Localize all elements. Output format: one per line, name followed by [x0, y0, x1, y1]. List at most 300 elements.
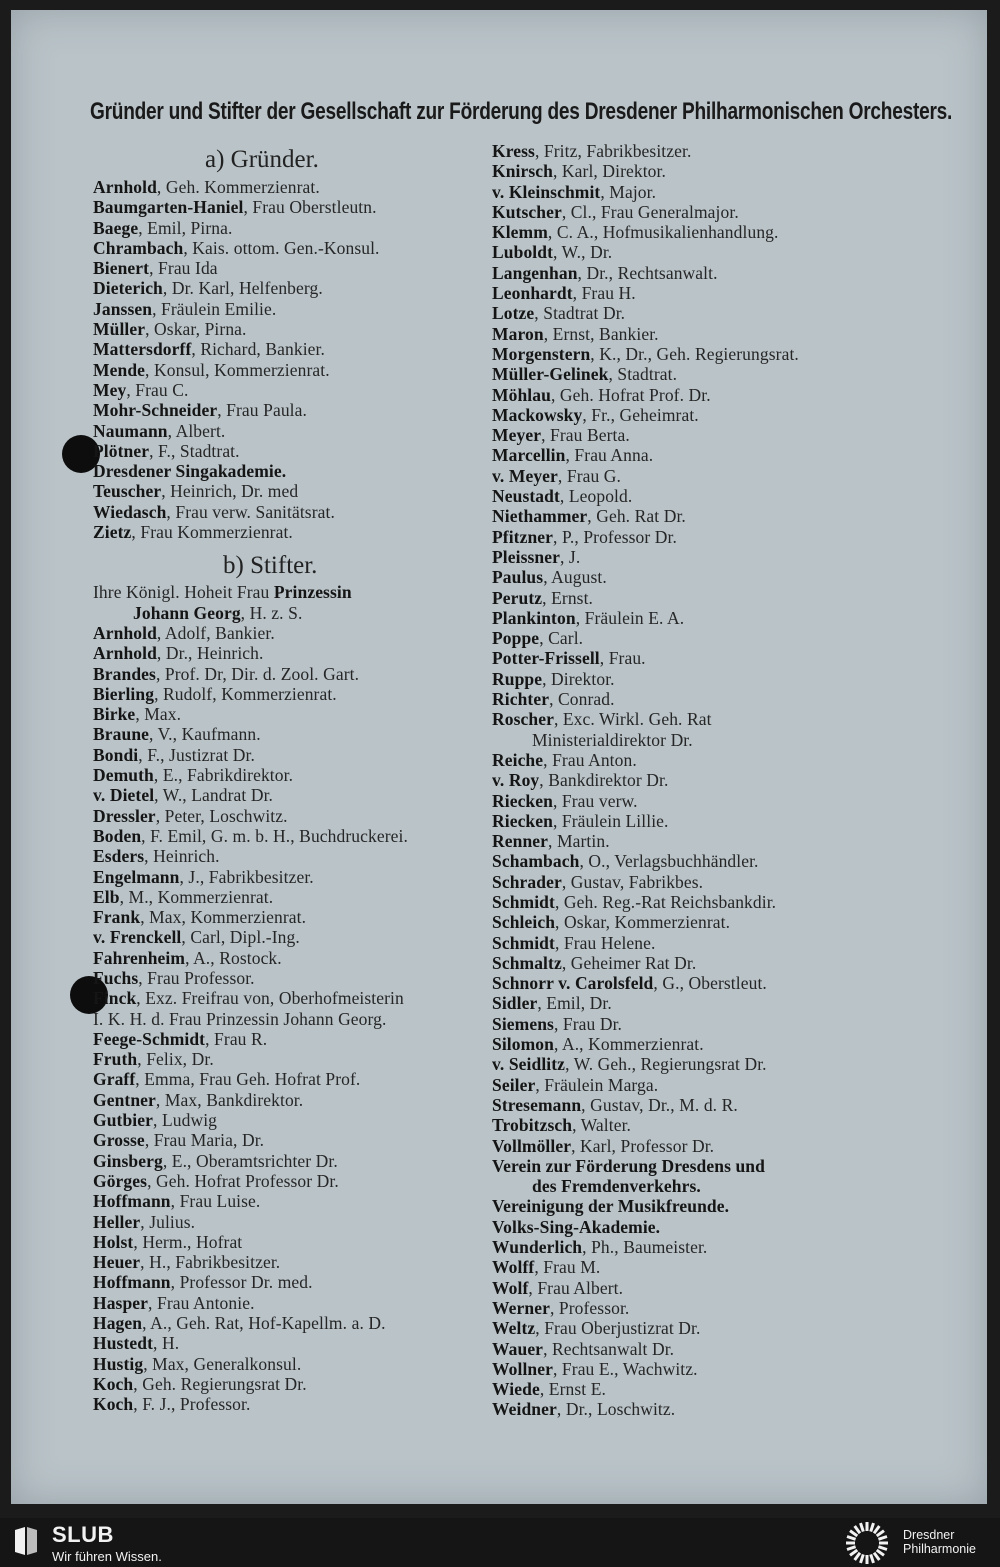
list-item — [492, 872, 892, 892]
entry-name: Fahrenheim — [93, 947, 186, 968]
entry-description: , W., Dr. — [553, 242, 613, 263]
entry-description: , Frau Luise. — [170, 1191, 261, 1212]
entry-description: , E., Oberamtsrichter Dr. — [162, 1150, 338, 1171]
list-item — [93, 278, 483, 298]
slub-claim: Wir führen Wissen. — [52, 1549, 162, 1564]
entry-continuation: Ministerialdirektor Dr. — [532, 729, 693, 750]
entry-name: v. Kleinschmit — [492, 181, 601, 202]
list-item — [93, 1110, 483, 1130]
list-item — [492, 466, 892, 486]
entry-name: Müller-Gelinek — [492, 364, 609, 385]
entry-name: Johann Georg — [133, 602, 241, 623]
list-item — [492, 425, 892, 445]
entry-name: Naumann — [93, 420, 168, 441]
entry-name: Schleich — [492, 912, 556, 933]
entry-name: Braune — [93, 724, 150, 745]
entry-name: Kress — [492, 141, 535, 161]
entry-description: , Dr. Karl, Helfenberg. — [162, 278, 323, 299]
entry-description: , Fräulein Emilie. — [152, 298, 277, 319]
entry-name: Prinzessin — [273, 582, 352, 603]
entry-name: Engelmann — [93, 866, 180, 887]
list-item — [492, 161, 892, 181]
entry-name: Hustig — [93, 1353, 144, 1374]
entry-description: I. K. H. d. Frau Prinzessin Johann Georg. — [93, 1008, 387, 1029]
entry-description: , Karl, Direktor. — [552, 161, 666, 182]
list-item — [492, 1217, 892, 1237]
entry-description: , Exc. Wirkl. Geh. Rat — [553, 709, 712, 730]
entry-name: Mattersdorff — [93, 339, 192, 360]
entry-description: , Conrad. — [549, 689, 615, 710]
entry-description: , A., Geh. Rat, Hof-Kapellm. a. D. — [142, 1313, 386, 1334]
list-item — [93, 907, 483, 927]
list-item — [492, 1257, 892, 1277]
entry-name: Hoffmann — [93, 1191, 171, 1212]
list-item — [492, 1318, 892, 1338]
entry-description: , Frau verw. Sanitätsrat. — [166, 501, 335, 522]
entry-name: Wollner — [492, 1358, 553, 1379]
entry-description: , Herm., Hofrat — [133, 1231, 243, 1252]
list-item — [93, 623, 483, 643]
slub-logo-icon — [13, 1526, 39, 1556]
entry-name: Wauer — [492, 1338, 544, 1359]
list-item — [492, 1379, 892, 1399]
list-item — [93, 177, 483, 197]
entry-description: , Frau G. — [557, 465, 622, 486]
entry-name: Morgenstern — [492, 343, 591, 364]
entry-description: , Felix, Dr. — [137, 1049, 214, 1070]
list-item — [93, 502, 483, 522]
logo-ray — [850, 1550, 857, 1555]
entry-name: v. Frenckell — [93, 927, 182, 948]
entry-name: Schambach — [492, 851, 580, 872]
entry-description: , Oskar, Kommerzienrat. — [555, 912, 731, 933]
entry-name: Dressler — [93, 805, 156, 826]
entry-name: Mackowsky — [492, 404, 583, 425]
entry-name: Heuer — [93, 1252, 141, 1273]
entry-name: Schnorr v. Carolsfeld — [492, 973, 654, 994]
entry-description: , Frau Berta. — [541, 425, 630, 446]
entry-description: , Prof. Dr, Dir. d. Zool. Gart. — [155, 663, 360, 684]
entry-name: Boden — [93, 825, 142, 846]
entry-description: , Geh. Reg.-Rat Reichsbankdir. — [554, 891, 777, 912]
entry-name: Mende — [93, 359, 146, 380]
list-item — [93, 339, 483, 359]
entry-description: , Geh. Rat Dr. — [587, 506, 686, 527]
entry-name: Riecken — [492, 810, 553, 831]
list-item — [492, 527, 892, 547]
entry-description: , Rechtsanwalt Dr. — [543, 1338, 675, 1359]
entry-name: Teuscher — [93, 481, 162, 502]
entry-name: Chrambach — [93, 237, 184, 258]
entry-name: Vollmöller — [492, 1135, 572, 1156]
entry-description: , Frau R. — [205, 1028, 268, 1049]
entry-name: Knirsch — [492, 161, 553, 182]
list-item — [93, 1151, 483, 1171]
entry-name: Koch — [93, 1373, 134, 1394]
entry-name: Fruth — [93, 1049, 138, 1070]
entry-name: Volks-Sing-Akademie. — [492, 1216, 661, 1237]
entry-name: Birke — [93, 704, 136, 725]
entry-description: , Oskar, Pirna. — [145, 319, 247, 340]
entry-description: , G., Oberstleut. — [653, 973, 767, 994]
entry-name: Baumgarten-Haniel — [93, 197, 244, 218]
entry-continuation: des Fremdenverkehrs. — [532, 1176, 701, 1197]
entry-name: Niethammer — [492, 506, 588, 527]
list-item — [492, 851, 892, 871]
entry-name: Wiede — [492, 1379, 540, 1400]
entry-name: Luboldt — [492, 242, 554, 263]
philharmonie-logo-icon — [840, 1520, 894, 1566]
entry-name: Bierling — [93, 683, 155, 704]
entry-name: Vereinigung der Musikfreunde. — [492, 1196, 730, 1217]
entry-name: v. Roy — [492, 770, 540, 791]
list-item — [93, 1354, 483, 1374]
list-item — [492, 486, 892, 506]
list-item — [93, 988, 483, 1008]
entry-name: Maron — [492, 323, 544, 344]
entry-description: , Max, Kommerzienrat. — [140, 907, 307, 928]
entry-description: , Frau Professor. — [138, 967, 255, 988]
list-item — [93, 1009, 483, 1029]
entry-name: Plötner — [93, 440, 150, 461]
list-item — [93, 826, 483, 846]
entry-description: , V., Kaufmann. — [149, 724, 261, 745]
list-item — [492, 405, 892, 425]
entry-name: Möhlau — [492, 384, 551, 405]
list-item — [93, 400, 483, 420]
stifter-list-right — [492, 141, 892, 1420]
entry-name: Roscher — [492, 709, 554, 730]
list-item — [492, 628, 892, 648]
entry-name: v. Seidlitz — [492, 1054, 566, 1075]
list-item — [93, 867, 483, 887]
entry-name: Leonhardt — [492, 283, 573, 304]
entry-description: , Leopold. — [559, 486, 633, 507]
stifter-list-left — [93, 582, 483, 1414]
entry-description: , Fräulein Lillie. — [552, 810, 669, 831]
entry-description: , Fr., Geheimrat. — [582, 404, 699, 425]
entry-name: Bienert — [93, 258, 150, 279]
entry-description: , Frau Albert. — [528, 1277, 624, 1298]
entry-description: , Ernst. — [542, 587, 594, 608]
list-item — [492, 1399, 892, 1419]
entry-description: , Stadtrat. — [608, 364, 678, 385]
entry-description: , Frau Anna. — [565, 445, 654, 466]
entry-name: Mohr-Schneider — [93, 400, 218, 421]
right-column — [492, 141, 892, 1420]
entry-name: Silomon — [492, 1034, 554, 1055]
entry-description: , Fräulein Marga. — [535, 1074, 659, 1095]
entry-description: , Martin. — [548, 831, 610, 852]
entry-description: , Geh. Hofrat Prof. Dr. — [550, 384, 711, 405]
slub-name: SLUB — [52, 1522, 114, 1547]
entry-name: Brandes — [93, 663, 156, 684]
entry-description: , Ernst, Bankier. — [543, 323, 659, 344]
entry-description: , W. Geh., Regierungsrat Dr. — [565, 1054, 767, 1075]
list-item — [492, 1359, 892, 1379]
entry-name: Riecken — [492, 790, 553, 811]
list-item — [93, 684, 483, 704]
list-item — [492, 1298, 892, 1318]
entry-description: , H., Fabrikbesitzer. — [140, 1252, 281, 1273]
entry-description: , Cl., Frau Generalmajor. — [561, 201, 739, 222]
entry-name: Poppe — [492, 628, 540, 649]
list-item — [93, 481, 483, 501]
entry-name: Gentner — [93, 1089, 156, 1110]
entry-name: Schmidt — [492, 891, 555, 912]
partner-name-line2: Philharmonie — [903, 1542, 976, 1556]
entry-name: Graff — [93, 1069, 136, 1090]
entry-description: , J. — [559, 546, 581, 567]
entry-description: , Richard, Bankier. — [191, 339, 325, 360]
entry-description: , Julius. — [140, 1211, 196, 1232]
list-item — [492, 1237, 892, 1257]
entry-name: Neustadt — [492, 486, 560, 507]
entry-name: Marcellin — [492, 445, 566, 466]
entry-description: , Max, Generalkonsul. — [143, 1353, 302, 1374]
entry-description: , Heinrich. — [144, 846, 220, 867]
entry-description: , Peter, Loschwitz. — [155, 805, 288, 826]
list-item — [93, 1374, 483, 1394]
list-item — [492, 1115, 892, 1135]
entry-name: Potter-Frissell — [492, 648, 600, 669]
list-item — [93, 1252, 483, 1272]
list-item — [93, 1029, 483, 1049]
list-item — [492, 242, 892, 262]
entry-name: Demuth — [93, 765, 154, 786]
entry-description: , Fräulein E. A. — [575, 607, 685, 628]
entry-name: Wolff — [492, 1257, 535, 1278]
entry-description: , Exz. Freifrau von, Oberhofmeisterin — [136, 988, 404, 1009]
list-item — [492, 567, 892, 587]
entry-description: , Ludwig — [153, 1110, 218, 1131]
entry-description: , Dr., Loschwitz. — [556, 1399, 676, 1420]
list-item — [492, 709, 892, 750]
entry-name: Mey — [93, 379, 127, 400]
entry-name: Renner — [492, 831, 549, 852]
page-title: Gründer und Stifter der Gesellschaft zur Förderung des Dresdener Philharmonischen Orchesters. — [90, 98, 953, 125]
list-item — [93, 664, 483, 684]
entry-description: , August. — [543, 567, 607, 588]
list-item — [492, 831, 892, 851]
entry-name: Baege — [93, 217, 139, 238]
entry-description: , A., Kommerzienrat. — [553, 1034, 704, 1055]
partner-name — [903, 1528, 976, 1556]
entry-name: Siemens — [492, 1013, 554, 1034]
entry-description: , H. — [153, 1333, 180, 1354]
entry-description: , Bankdirektor Dr. — [539, 770, 669, 791]
entry-description: , F. Emil, G. m. b. H., Buchdruckerei. — [141, 825, 408, 846]
entry-description: , Geh. Regierungsrat Dr. — [133, 1373, 307, 1394]
entry-description: , Professor. — [549, 1297, 630, 1318]
list-item — [492, 506, 892, 526]
entry-description: , Frau verw. — [552, 790, 638, 811]
list-item — [492, 1339, 892, 1359]
list-item — [93, 197, 483, 217]
entry-name: Wunderlich — [492, 1237, 583, 1258]
entry-description: , Geheimer Rat Dr. — [561, 952, 697, 973]
entry-description: , O., Verlagsbuchhändler. — [579, 851, 759, 872]
entry-name: Schmaltz — [492, 952, 562, 973]
entry-description: , Emma, Frau Geh. Hofrat Prof. — [135, 1069, 361, 1090]
list-item — [93, 948, 483, 968]
entry-name: Hustedt — [93, 1333, 154, 1354]
list-item — [93, 1272, 483, 1292]
entry-name: Dieterich — [93, 278, 163, 299]
entry-name: Schrader — [492, 871, 562, 892]
entry-description: , Max. — [135, 704, 182, 725]
entry-description: , Dr., Rechtsanwalt. — [577, 262, 718, 283]
list-item — [492, 303, 892, 323]
list-item — [492, 1034, 892, 1054]
logo-ray — [874, 1526, 879, 1533]
logo-ray — [878, 1537, 887, 1540]
list-item — [492, 1075, 892, 1095]
entry-name: Weidner — [492, 1399, 557, 1420]
entry-name: Verein zur Förderung Dresdens und — [492, 1155, 765, 1176]
entry-name: Hagen — [93, 1313, 143, 1334]
list-item — [93, 1293, 483, 1313]
list-item — [492, 588, 892, 608]
list-item — [492, 648, 892, 668]
list-item — [492, 811, 892, 831]
entry-name: Grosse — [93, 1130, 145, 1151]
logo-ray — [871, 1523, 874, 1532]
entry-description: , Adolf, Bankier. — [156, 622, 275, 643]
entry-name: Arnhold — [93, 622, 157, 643]
entry-description: , Walter. — [572, 1115, 632, 1136]
logo-ray — [861, 1523, 864, 1532]
list-item — [492, 912, 892, 932]
list-item — [93, 724, 483, 744]
list-item — [93, 360, 483, 380]
list-item — [93, 1191, 483, 1211]
list-item — [93, 1130, 483, 1150]
entry-name: Plankinton — [492, 607, 576, 628]
list-item — [492, 1054, 892, 1074]
list-item — [93, 238, 483, 258]
list-item — [93, 968, 483, 988]
entry-description: , Carl. — [539, 628, 584, 649]
entry-name: Müller — [93, 319, 146, 340]
list-item — [93, 745, 483, 765]
entry-name: Paulus — [492, 567, 544, 588]
entry-name: Trobitzsch — [492, 1115, 573, 1136]
list-item — [492, 791, 892, 811]
logo-ray — [878, 1547, 887, 1550]
list-item — [93, 1049, 483, 1069]
entry-name: Janssen — [93, 298, 153, 319]
list-item — [492, 1136, 892, 1156]
entry-name: Bondi — [93, 744, 139, 765]
entry-description: , Major. — [600, 181, 657, 202]
entry-name: Reiche — [492, 749, 544, 770]
gruender-list — [93, 177, 483, 542]
entry-description: , P., Professor Dr. — [553, 526, 677, 547]
entry-description: , Frau Maria, Dr. — [144, 1130, 265, 1151]
list-item — [93, 1394, 483, 1414]
list-item — [93, 380, 483, 400]
entry-name: Kutscher — [492, 201, 562, 222]
entry-name: Stresemann — [492, 1094, 582, 1115]
list-item — [492, 993, 892, 1013]
entry-description: , Frau Ida — [149, 258, 218, 279]
entry-description: , Direktor. — [542, 668, 615, 689]
list-item — [492, 933, 892, 953]
entry-description: , Ernst E. — [539, 1379, 606, 1400]
entry-description: , Max, Bankdirektor. — [155, 1089, 304, 1110]
list-item — [93, 258, 483, 278]
list-item — [93, 704, 483, 724]
entry-name: Sidler — [492, 993, 538, 1014]
entry-name: Ruppe — [492, 668, 543, 689]
entry-description: , Frau Antonie. — [148, 1292, 255, 1313]
logo-ray — [847, 1537, 856, 1540]
entry-description: , Frau Helene. — [554, 932, 656, 953]
entry-description: , Konsul, Kommerzienrat. — [145, 359, 330, 380]
logo-ray — [847, 1547, 856, 1550]
entry-description: , Emil, Pirna. — [138, 217, 233, 238]
entry-description: , Frau Dr. — [553, 1013, 623, 1034]
list-item — [492, 222, 892, 242]
entry-description: , Karl, Professor Dr. — [571, 1135, 715, 1156]
entry-name: v. Meyer — [492, 465, 558, 486]
entry-prefix: Ihre Königl. Hoheit Frau — [93, 582, 274, 603]
list-item — [93, 218, 483, 238]
section-heading-gruender: a) Gründer. — [205, 146, 319, 173]
entry-name: Meyer — [492, 425, 542, 446]
entry-name: Schmidt — [492, 932, 555, 953]
left-column — [93, 146, 483, 1415]
list-item — [492, 445, 892, 465]
list-item — [93, 421, 483, 441]
entry-name: Wiedasch — [93, 501, 167, 522]
entry-name: Langenhan — [492, 262, 578, 283]
entry-description: , Heinrich, Dr. med — [161, 481, 299, 502]
list-item — [93, 1313, 483, 1333]
entry-description: , Albert. — [167, 420, 226, 441]
entry-name: v. Dietel — [93, 785, 155, 806]
entry-description: , Gustav, Fabrikbes. — [561, 871, 704, 892]
entry-name: Ginsberg — [93, 1150, 163, 1171]
entry-name: Hasper — [93, 1292, 149, 1313]
entry-name: Finck — [93, 988, 137, 1009]
entry-name: Koch — [93, 1394, 134, 1415]
list-item — [93, 522, 483, 542]
list-item — [492, 1278, 892, 1298]
entry-name: Richter — [492, 689, 550, 710]
list-item — [492, 182, 892, 202]
entry-description: , Geh. Kommerzienrat. — [156, 177, 320, 197]
list-item — [93, 1333, 483, 1353]
entry-description: , K., Dr., Geh. Regierungsrat. — [590, 343, 799, 364]
entry-name: Feege-Schmidt — [93, 1028, 206, 1049]
list-item — [93, 643, 483, 663]
partner-name-line1: Dresdner — [903, 1528, 955, 1542]
list-item — [93, 441, 483, 461]
list-item — [492, 1014, 892, 1034]
logo-ray — [855, 1553, 860, 1560]
entry-name: Dresdener Singakademie. — [93, 461, 287, 482]
entry-name: Frank — [93, 907, 141, 928]
entry-description: , Frau Oberjustizrat Dr. — [535, 1318, 701, 1339]
list-item — [93, 582, 483, 602]
logo-ray — [877, 1531, 884, 1536]
entry-description: , Professor Dr. med. — [170, 1272, 313, 1293]
entry-description: , Frau H. — [572, 283, 636, 304]
list-item — [93, 1232, 483, 1252]
entry-description: , Carl, Dipl.-Ing. — [181, 927, 300, 948]
